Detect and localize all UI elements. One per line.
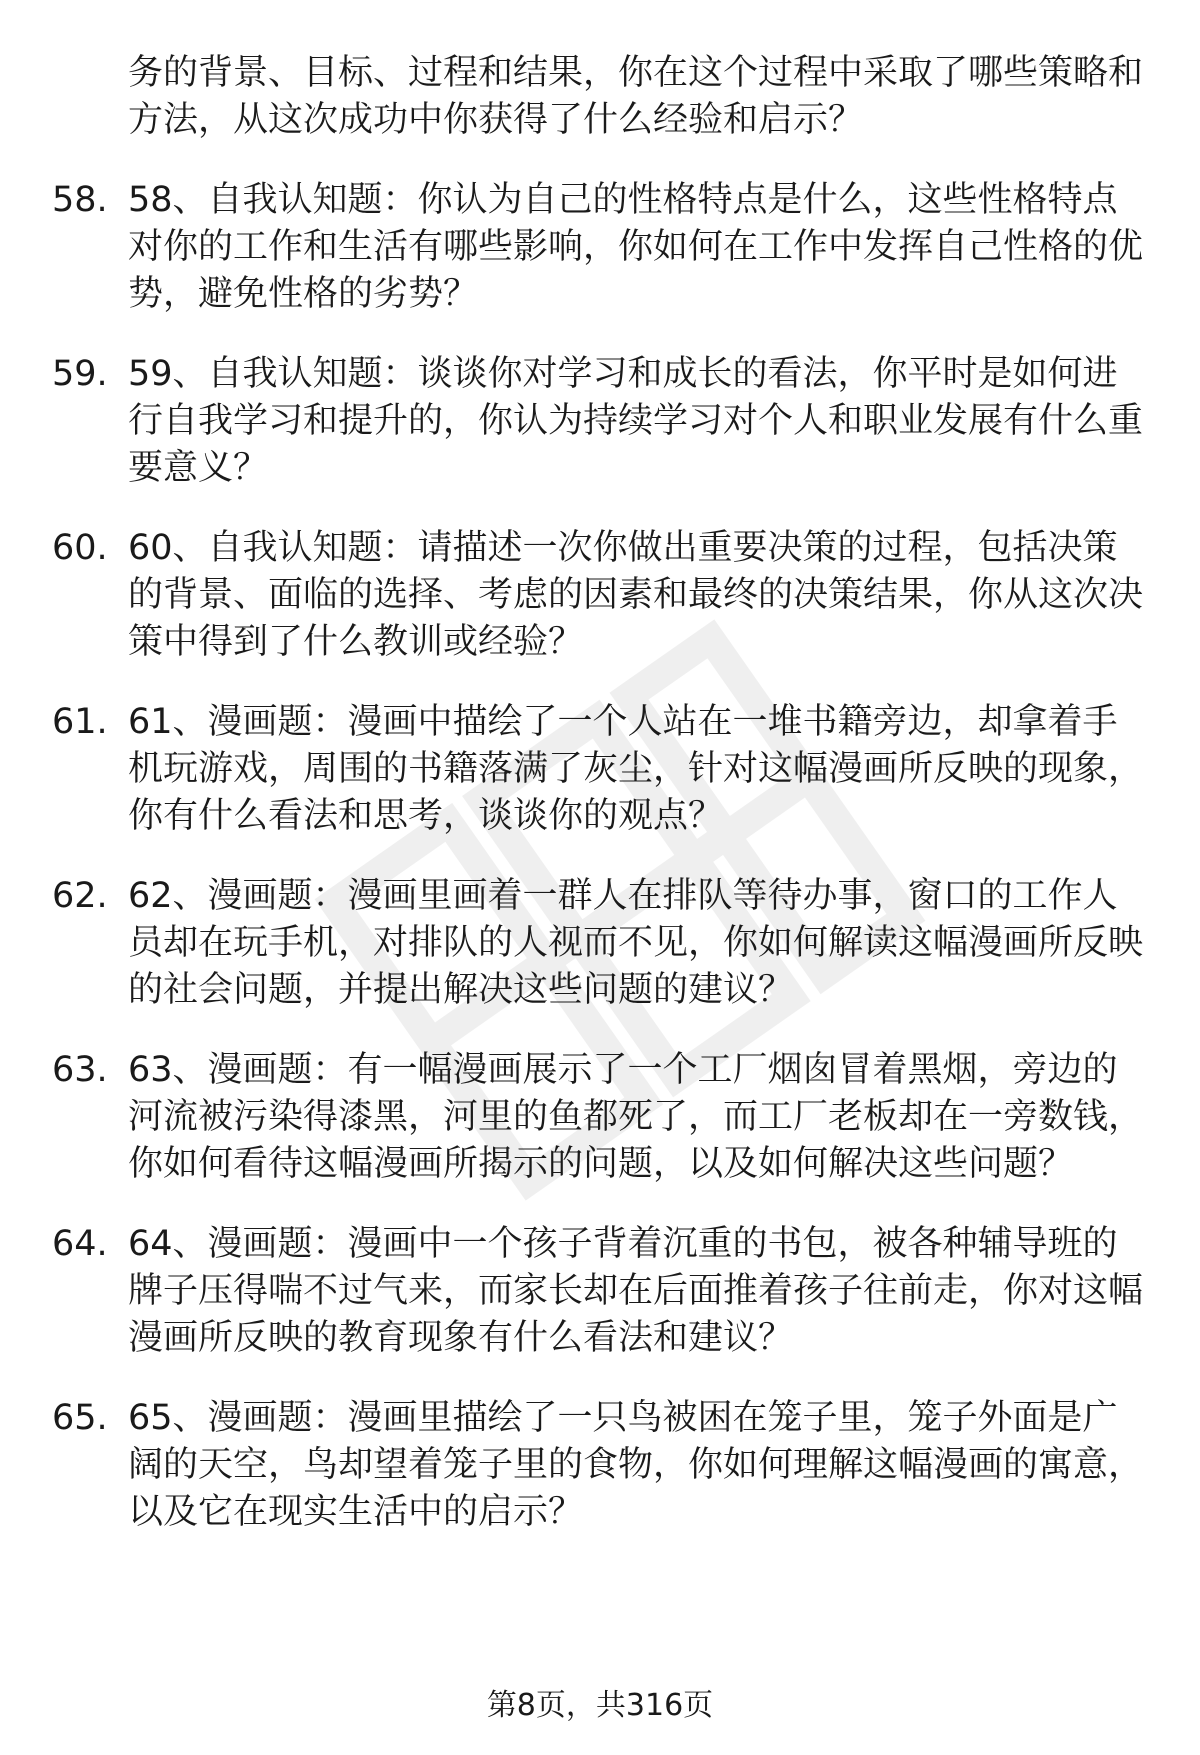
item-number: 63.	[52, 1050, 108, 1090]
item-number: 62.	[52, 876, 108, 916]
item-number: 61.	[52, 702, 108, 742]
list-item	[52, 873, 1152, 1014]
item-number: 60.	[52, 528, 108, 568]
continuation-text: 务的背景、目标、过程和结果，你在这个过程中采取了哪些策略和方法，从这次成功中你获得了什么经验和启示？	[128, 53, 1144, 140]
item-text: 64、漫画题：漫画中一个孩子背着沉重的书包，被各种辅导班的牌子压得喘不过气来，而家长却在后面推着孩子往前走，你对这幅漫画所反映的教育现象有什么看法和建议？	[128, 1224, 1144, 1358]
list-item	[52, 177, 1152, 318]
item-text: 62、漫画题：漫画里画着一群人在排队等待办事，窗口的工作人员却在玩手机，对排队的人视而不见，你如何解读这幅漫画所反映的社会问题，并提出解决这些问题的建议？	[128, 876, 1144, 1010]
item-text: 58、自我认知题：你认为自己的性格特点是什么，这些性格特点对你的工作和生活有哪些影响，你如何在工作中发挥自己性格的优势，避免性格的劣势？	[128, 180, 1144, 314]
item-number: 65.	[52, 1398, 108, 1438]
item-text: 63、漫画题：有一幅漫画展示了一个工厂烟囱冒着黑烟，旁边的河流被污染得漆黑，河里的鱼都死了，而工厂老板却在一旁数钱，你如何看待这幅漫画所揭示的问题，以及如何解决这些问题？	[128, 1050, 1144, 1184]
item-text: 59、自我认知题：谈谈你对学习和成长的看法，你平时是如何进行自我学习和提升的，你认为持续学习对个人和职业发展有什么重要意义？	[128, 354, 1144, 488]
list-item	[52, 1221, 1152, 1362]
item-text: 61、漫画题：漫画中描绘了一个人站在一堆书籍旁边，却拿着手机玩游戏，周围的书籍落满了灰尘，针对这幅漫画所反映的现象，你有什么看法和思考，谈谈你的观点？	[128, 702, 1144, 836]
list-item	[52, 1395, 1152, 1536]
list-item	[52, 525, 1152, 666]
item-number: 58.	[52, 180, 108, 220]
question-list	[52, 50, 1152, 1569]
item-number: 64.	[52, 1224, 108, 1264]
item-text: 65、漫画题：漫画里描绘了一只鸟被困在笼子里，笼子外面是广阔的天空，鸟却望着笼子里的食物，你如何理解这幅漫画的寓意，以及它在现实生活中的启示？	[128, 1398, 1144, 1532]
item-number: 59.	[52, 354, 108, 394]
list-item	[52, 1047, 1152, 1188]
list-item	[52, 351, 1152, 492]
page-number: 第8页，共316页	[486, 1688, 714, 1723]
list-item	[52, 699, 1152, 840]
item-text: 60、自我认知题：请描述一次你做出重要决策的过程，包括决策的背景、面临的选择、考虑的因素和最终的决策结果，你从这次决策中得到了什么教训或经验？	[128, 528, 1144, 662]
